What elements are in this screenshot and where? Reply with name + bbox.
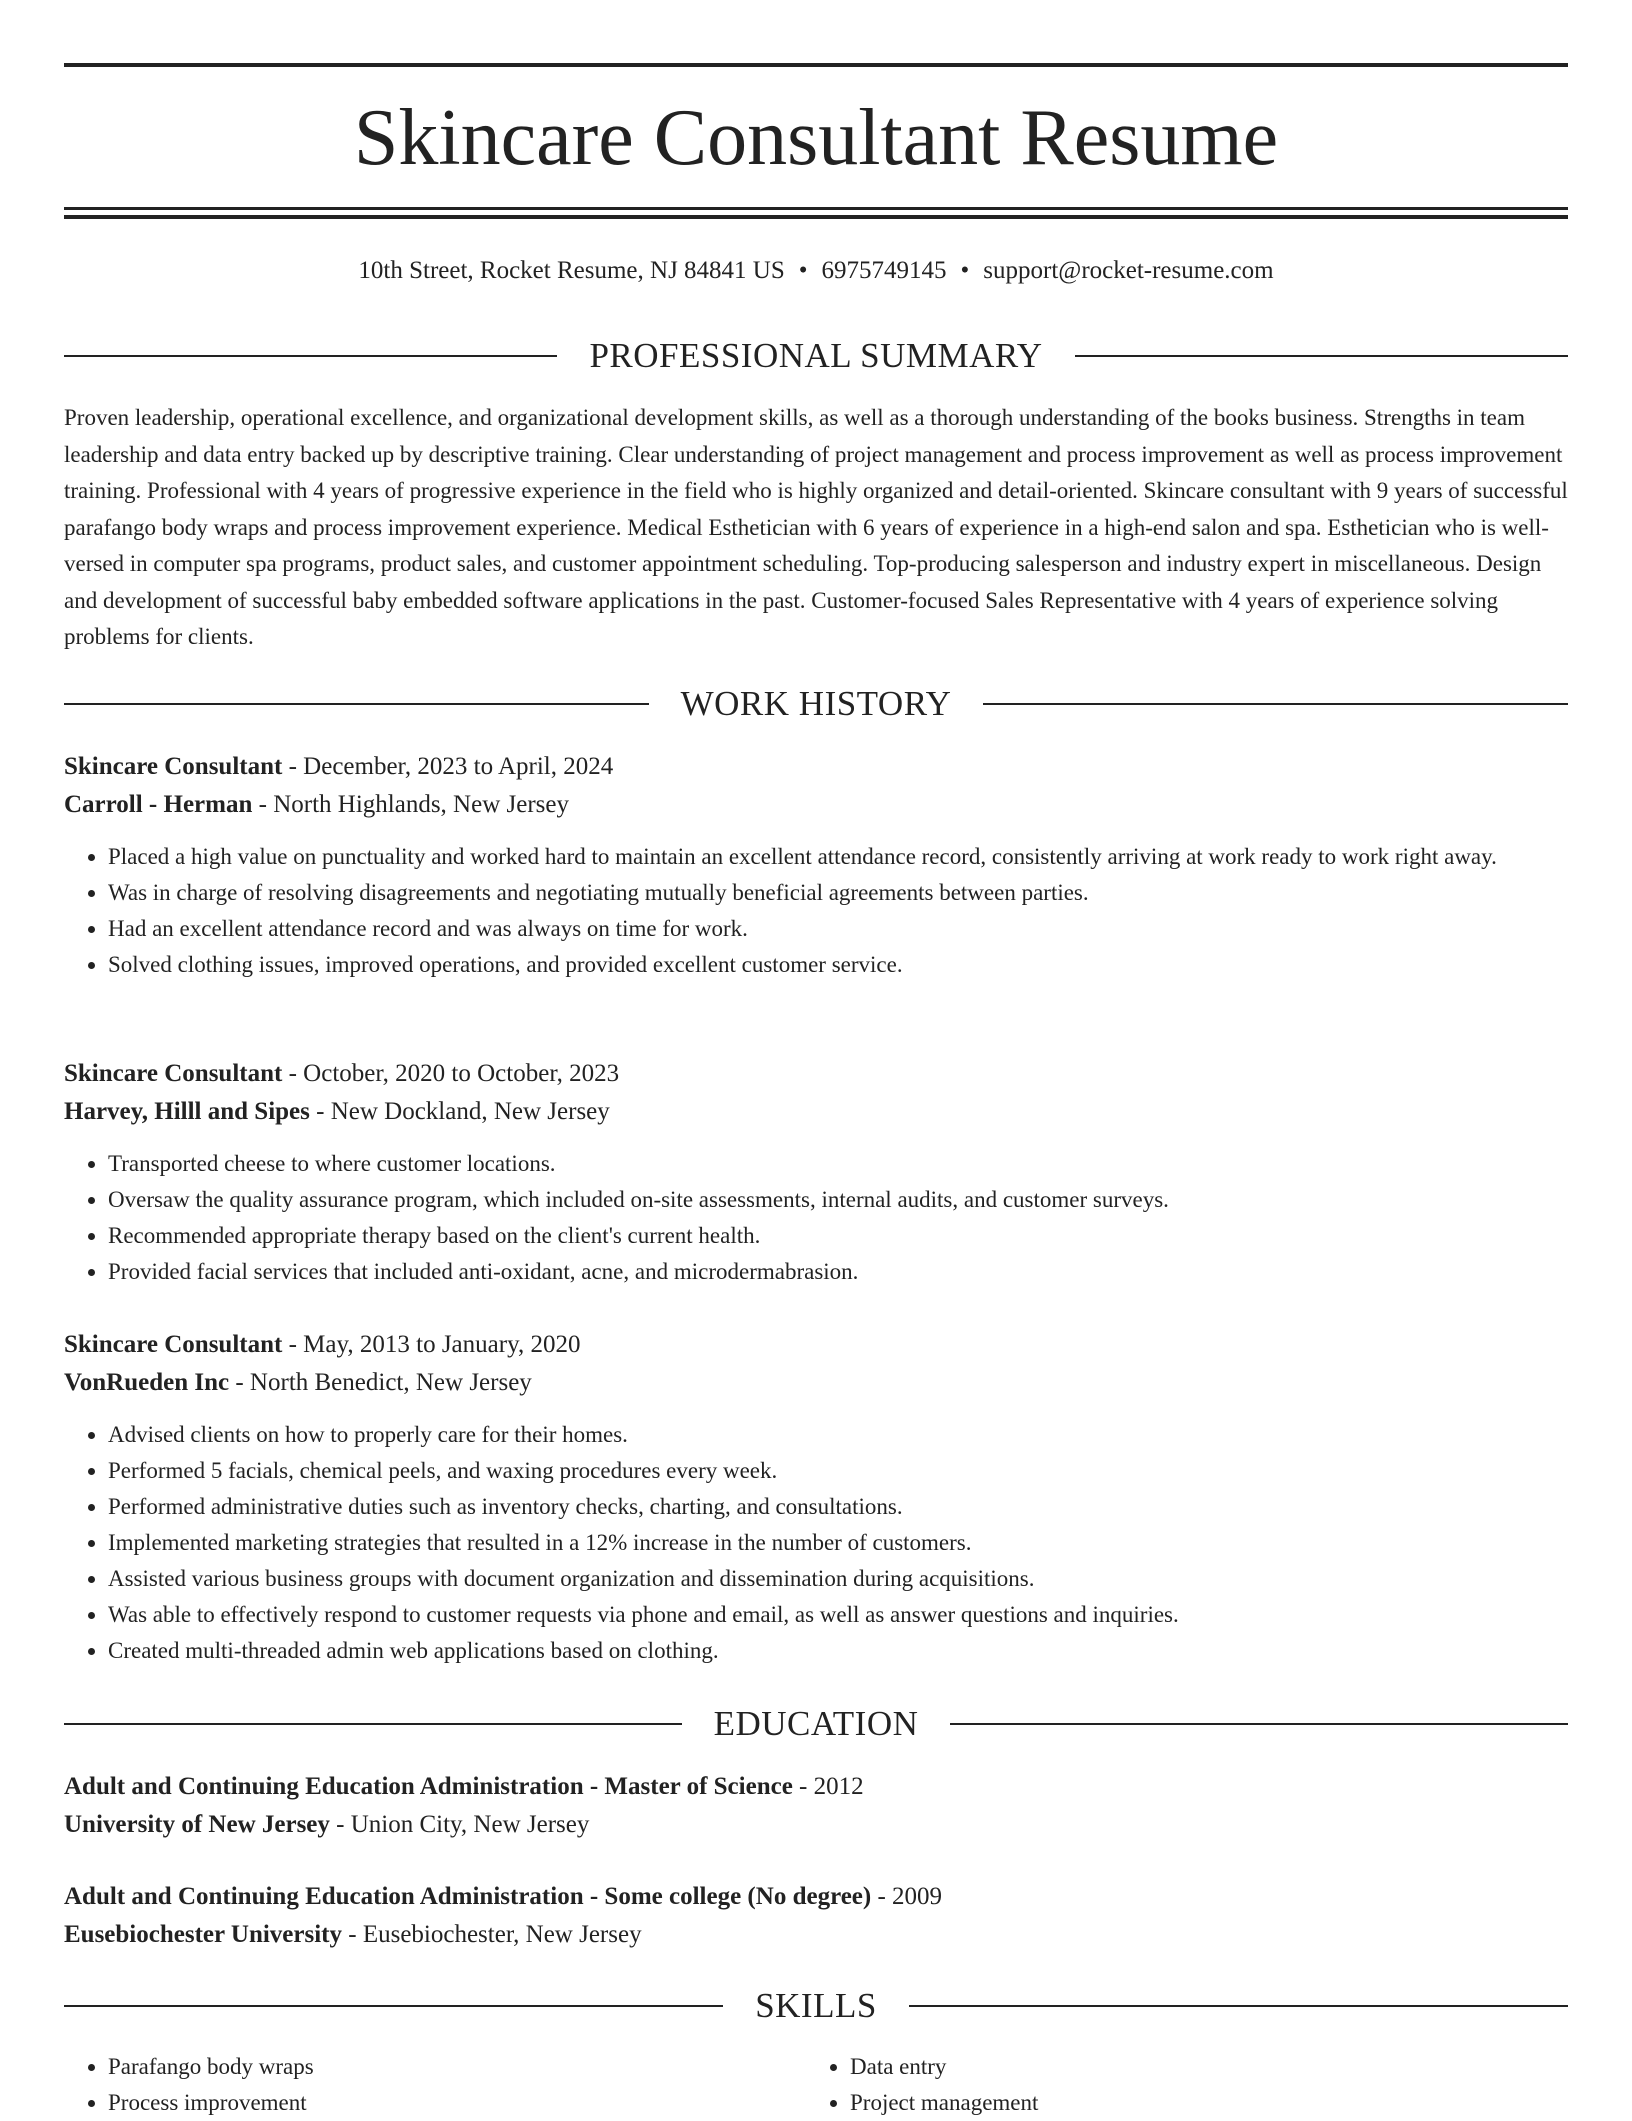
section-heading-summary <box>64 334 1568 378</box>
job-bullets <box>64 839 1568 983</box>
heading-rule <box>64 2005 723 2007</box>
skill-item: • Process improvement <box>108 2085 806 2121</box>
job-bullet: • Placed a high value on punctuality and worked hard to maintain an excellent attendance record, consistently arriving at work ready to work right away. <box>108 839 1568 875</box>
section-heading-work-history <box>64 682 1568 726</box>
education-year: - 2012 <box>792 1773 864 1800</box>
education-location: - Union City, New Jersey <box>329 1811 590 1838</box>
section-title: SKILLS <box>755 1986 877 2025</box>
education-year: - 2009 <box>871 1883 943 1910</box>
skill-item: • Parafango body wraps <box>108 2049 806 2085</box>
education-school-line <box>64 1916 1568 1954</box>
job-bullets <box>64 1146 1568 1290</box>
job-location: - North Highlands, New Jersey <box>252 791 569 818</box>
job-title: Skincare Consultant <box>64 1060 283 1087</box>
job-bullet: • Was able to effectively respond to customer requests via phone and email, as well as answer questions and inquiries. <box>108 1597 1568 1633</box>
heading-rule <box>64 1723 682 1725</box>
skill-item: • Data entry <box>850 2049 1548 2085</box>
job-title-line <box>64 748 1568 786</box>
skills-column-left <box>64 2049 806 2121</box>
section-title: EDUCATION <box>713 1704 919 1743</box>
education-school-line <box>64 1806 1568 1844</box>
education-degree-line <box>64 1878 1568 1916</box>
job-bullet: • Solved clothing issues, improved operations, and provided excellent customer service. <box>108 947 1568 983</box>
job-company-line <box>64 786 1568 824</box>
heading-rule <box>909 2005 1568 2007</box>
heading-rule <box>950 1723 1568 1725</box>
job-company: Carroll - Herman <box>64 791 253 818</box>
skills-column-right <box>806 2049 1548 2121</box>
job-location: - North Benedict, New Jersey <box>229 1369 532 1396</box>
job-company-line <box>64 1093 1568 1131</box>
education-entry <box>64 1878 1568 1954</box>
job-entry <box>64 1326 1568 1669</box>
job-dates: - October, 2020 to October, 2023 <box>282 1060 620 1087</box>
page-title: Skincare Consultant Resume <box>353 94 1279 182</box>
contact-separator: • <box>798 257 808 284</box>
job-bullet: • Implemented marketing strategies that resulted in a 12% increase in the number of customers. <box>108 1525 1568 1561</box>
summary-paragraph: Proven leadership, operational excellence, and organizational development skills, as well as a thorough understanding of the books business. Strengths in team leadership and data entry backed up by descriptive training. Clear understanding of project management and process improvement as well as process improvement training. Professional with 4 years of progressive experience in the field who is highly organized and detail-oriented. Skincare consultant with 9 years of successful parafango body wraps and process improvement experience. Medical Esthetician with 6 years of experience in a high-end salon and spa. Esthetician who is well-versed in computer spa programs, product sales, and customer appointment scheduling. Top-producing salesperson and industry expert in miscellaneous. Design and development of successful baby embedded software applications in the past. Customer-focused Sales Representative with 4 years of experience solving problems for clients. <box>64 405 1568 649</box>
job-entry <box>64 748 1568 983</box>
job-dates: - May, 2013 to January, 2020 <box>282 1331 581 1358</box>
heading-rule <box>1075 355 1568 357</box>
job-bullet: • Provided facial services that included anti-oxidant, acne, and microdermabrasion. <box>108 1254 1568 1290</box>
job-company-line <box>64 1364 1568 1402</box>
header-double-rule-lower <box>64 215 1568 219</box>
job-bullet: • Performed administrative duties such as inventory checks, charting, and consultations. <box>108 1489 1568 1525</box>
contact-email: support@rocket-resume.com <box>983 257 1274 284</box>
education-entry <box>64 1768 1568 1844</box>
job-title-line <box>64 1326 1568 1364</box>
education-degree: Adult and Continuing Education Administration - Some college (No degree) <box>64 1883 872 1910</box>
job-company: VonRueden Inc <box>64 1369 230 1396</box>
education-school: Eusebiochester University <box>64 1921 342 1948</box>
job-title-line <box>64 1055 1568 1093</box>
job-location: - New Dockland, New Jersey <box>309 1098 610 1125</box>
job-title: Skincare Consultant <box>64 1331 283 1358</box>
contact-line <box>64 254 1568 288</box>
section-title: PROFESSIONAL SUMMARY <box>589 336 1043 375</box>
job-title: Skincare Consultant <box>64 753 283 780</box>
education-degree-line <box>64 1768 1568 1806</box>
header-top-rule <box>64 63 1568 67</box>
job-entry <box>64 1055 1568 1290</box>
contact-separator: • <box>960 257 970 284</box>
skills-list <box>64 2049 1568 2121</box>
education-degree: Adult and Continuing Education Administration - Master of Science <box>64 1773 793 1800</box>
job-bullet: • Recommended appropriate therapy based on the client's current health. <box>108 1218 1568 1254</box>
job-bullet: • Was in charge of resolving disagreements and negotiating mutually beneficial agreements between parties. <box>108 875 1568 911</box>
job-bullets <box>64 1417 1568 1669</box>
job-bullet: • Assisted various business groups with document organization and dissemination during acquisitions. <box>108 1561 1568 1597</box>
contact-phone: 6975749145 <box>821 257 947 284</box>
header-double-rule-upper <box>64 207 1568 210</box>
section-title: WORK HISTORY <box>680 684 952 723</box>
job-bullet: • Oversaw the quality assurance program, which included on-site assessments, internal audits, and customer surveys. <box>108 1182 1568 1218</box>
job-bullet: • Created multi-threaded admin web applications based on clothing. <box>108 1633 1568 1669</box>
heading-rule <box>983 703 1568 705</box>
section-heading-education <box>64 1702 1568 1746</box>
skill-item: • Project management <box>850 2085 1548 2121</box>
job-company: Harvey, Hilll and Sipes <box>64 1098 310 1125</box>
job-bullet: • Performed 5 facials, chemical peels, and waxing procedures every week. <box>108 1453 1568 1489</box>
job-dates: - December, 2023 to April, 2024 <box>282 753 614 780</box>
contact-address: 10th Street, Rocket Resume, NJ 84841 US <box>358 257 785 284</box>
job-bullet: • Advised clients on how to properly care for their homes. <box>108 1417 1568 1453</box>
job-bullet: • Had an excellent attendance record and was always on time for work. <box>108 911 1568 947</box>
education-school: University of New Jersey <box>64 1811 330 1838</box>
heading-rule <box>64 703 649 705</box>
job-bullet: • Transported cheese to where customer locations. <box>108 1146 1568 1182</box>
section-heading-skills <box>64 1984 1568 2028</box>
heading-rule <box>64 355 557 357</box>
education-location: - Eusebiochester, New Jersey <box>342 1921 642 1948</box>
